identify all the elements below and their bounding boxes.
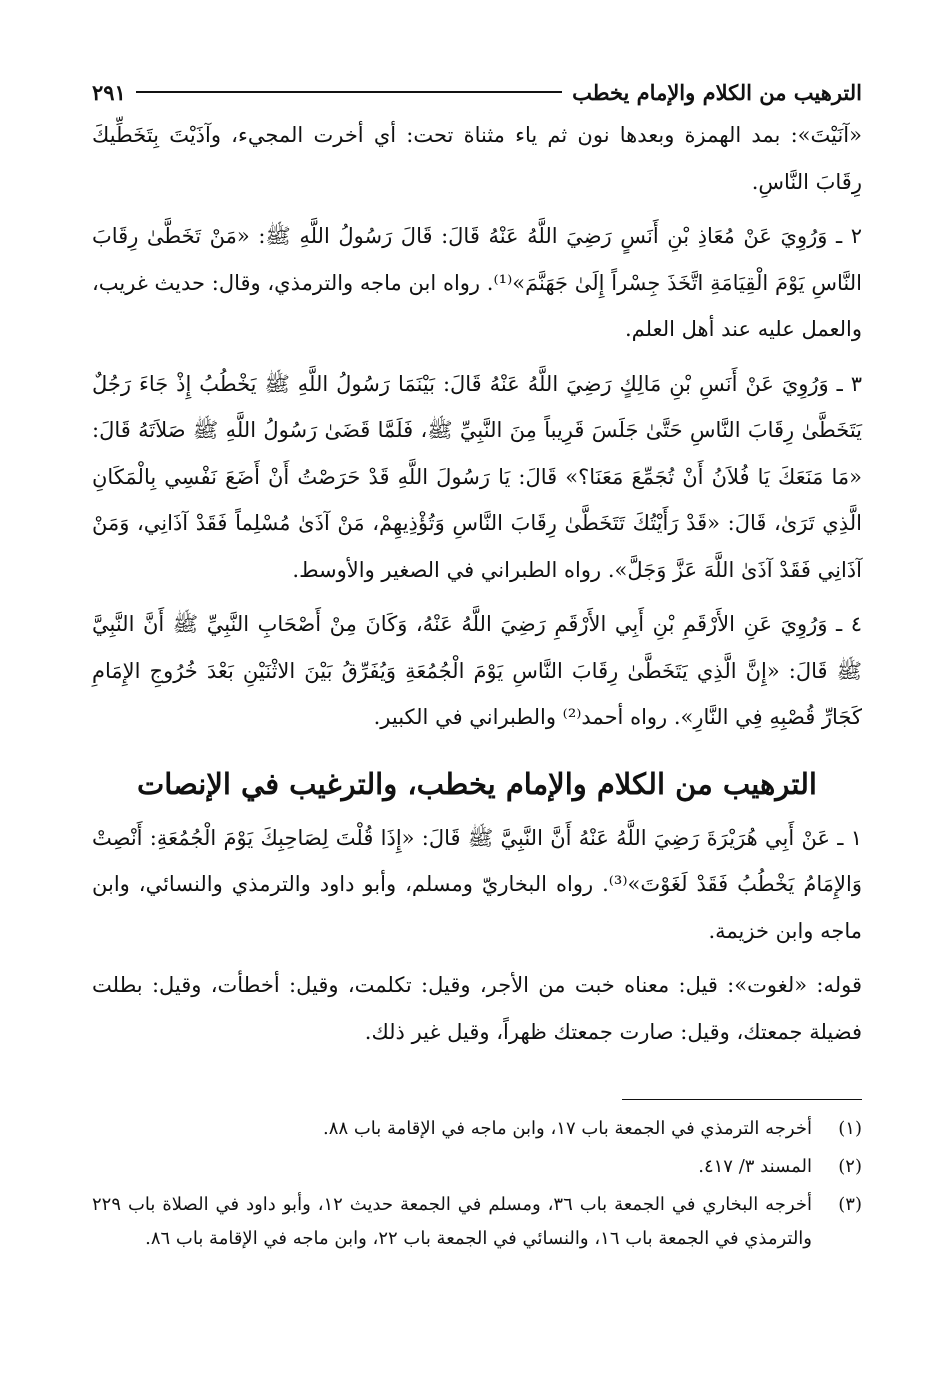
footnote-number: (٣): [838, 1194, 862, 1215]
footnote-3: [92, 1188, 862, 1256]
section-commentary: قوله: «لغوت»: قيل: معناه خبت من الأجر، وقيل: تكلمت، وقيل: أخطأت، وقيل: بطلت فضيلة جمعتك، وقيل: صارت جمعتك ظهراً، وقيل غير ذلك.: [92, 973, 862, 1044]
running-head: [92, 72, 862, 112]
footnote-text: أخرجه الترمذي في الجمعة باب ١٧، وابن ماجه في الإقامة باب ٨٨.: [323, 1118, 812, 1139]
header-rule: [136, 91, 562, 93]
footnote-rule: [622, 1099, 862, 1100]
hadith-paragraph-3: ٣ ـ وَرُوِيَ عَنْ أَنَسِ بْنِ مَالِكٍ رَضِيَ اللَّهُ عَنْهُ قَالَ: بَيْنَمَا رَسُولُ اللَّهِ ﷺ يَخْطُبُ إِذْ جَاءَ رَجُلٌ يَتَخَطَّىٰ رِقَابَ النَّاسِ حَتَّىٰ جَلَسَ قَرِيباً مِنَ النَّبِيِّ ﷺ، فَلَمَّا قَضَىٰ رَسُولُ اللَّهِ ﷺ صَلاَتَهُ قَالَ: «مَا مَنَعَكَ يَا فُلاَنُ أَنْ تُجَمِّعَ مَعَنَا؟» قَالَ: يَا رَسُولَ اللَّهِ قَدْ حَرَصْتُ أَنْ أَضَعَ نَفْسِي بِالْمَكَانِ الَّذِي تَرَىٰ، قَالَ: «قَدْ رَأَيْتُكَ تَتَخَطَّىٰ رِقَابَ النَّاسِ وَتُؤْذِيهِمْ، مَنْ آذَىٰ مُسْلِماً فَقَدْ آذَانِي، وَمَنْ آذَانِي فَقَدْ آذَىٰ اللَّهَ عَزَّ وَجَلَّ». رواه الطبراني في الصغير والأوسط.: [92, 371, 862, 582]
hadith-paragraph-2: ٢ ـ وَرُوِيَ عَنْ مُعَاذِ بْنِ أَنَسٍ رَضِيَ اللَّهُ عَنْهُ قَالَ: قَالَ رَسُولُ اللَّهِ ﷺ: «مَنْ تَخَطَّىٰ رِقَابَ النَّاسِ يَوْمَ الْقِيَامَةِ اتَّخَذَ جِسْراً إِلَىٰ جَهَنَّمَ»⁽¹⁾. رواه ابن ماجه والترمذي، وقال: حديث غريب، والعمل عليه عند أهل العلم.: [92, 224, 862, 341]
footnote-2: [92, 1150, 862, 1184]
section-hadith-1: ١ ـ عَنْ أَبِي هُرَيْرَةَ رَضِيَ اللَّهُ عَنْهُ أَنَّ النَّبِيَّ ﷺ قَالَ: «إِذَا قُلْتَ لِصَاحِبِكَ يَوْمَ الْجُمُعَةِ: أَنْصِتْ وَالإِمَامُ يَخْطُبُ فَقَدْ لَغَوْتَ»⁽³⁾. رواه البخاريّ ومسلم، وأبو داود والترمذي والنسائي، وابن ماجه وابن خزيمة.: [92, 825, 862, 943]
footnote-text: أخرجه البخاري في الجمعة باب ٣٦، ومسلم في الجمعة حديث ١٢، وأبو داود في الصلاة باب ٢٢٩ والترمذي في الجمعة باب ١٦، والنسائي في الجمعة باب ٢٢، وابن ماجه في الإقامة باب ٨٦.: [92, 1194, 812, 1249]
book-page: [92, 72, 862, 1256]
section-title: الترهيب من الكلام والإمام يخطب، والترغيب في الإنصات: [137, 766, 817, 801]
page-number: ٢٩١: [92, 79, 126, 105]
footnote-1: [92, 1112, 862, 1146]
footnote-number: (١): [838, 1118, 862, 1139]
gloss-paragraph: «آنَيْتَ»: بمد الهمزة وبعدها نون ثم ياء مثناة تحت: أي أخرت المجيء، وآذَيْتَ بِتَخَطِّيكَ رِقَابَ النَّاسِ.: [92, 123, 862, 194]
footnote-text: المسند ٣/ ٤١٧.: [698, 1156, 812, 1177]
footnote-number: (٢): [838, 1156, 862, 1177]
hadith-paragraph-4: ٤ ـ وَرُوِيَ عَنِ الأَرْقَمِ بْنِ أَبِي الأَرْقَمِ رَضِيَ اللَّهُ عَنْهُ، وَكَانَ مِنْ أَصْحَابِ النَّبِيِّ ﷺ أَنَّ النَّبِيَّ ﷺ قَالَ: «إِنَّ الَّذِي يَتَخَطَّىٰ رِقَابَ النَّاسِ يَوْمَ الْجُمُعَةِ وَيُفَرِّقُ بَيْنَ الاثْنَيْنِ بَعْدَ خُرُوجِ الإِمَامِ كَجَارِّ قُصْبِهِ فِي النَّارِ». رواه أحمد⁽²⁾ والطبراني في الكبير.: [92, 612, 862, 729]
running-head-title: الترهيب من الكلام والإمام يخطب: [572, 79, 862, 105]
